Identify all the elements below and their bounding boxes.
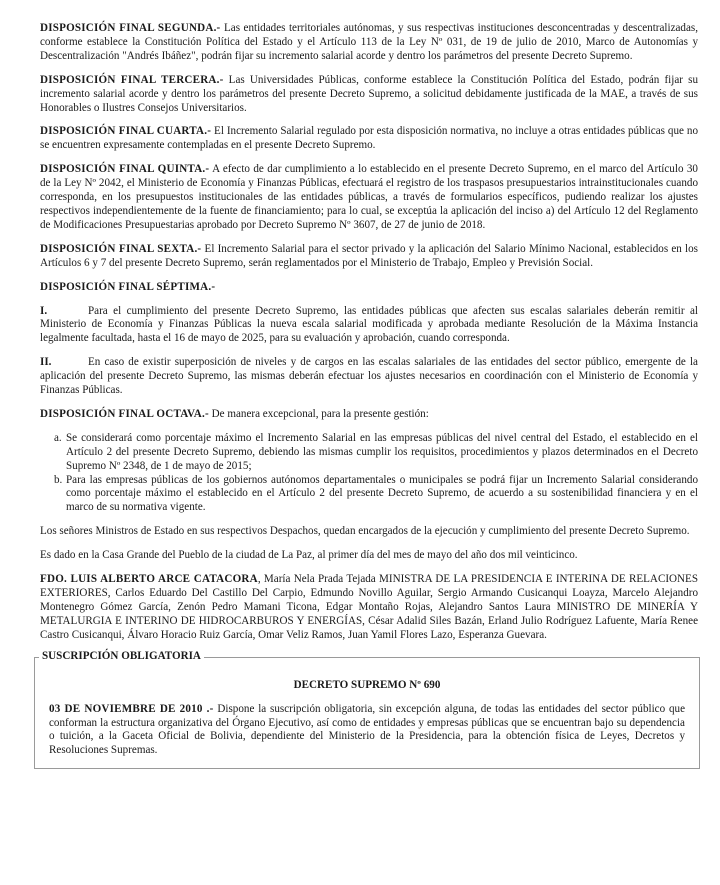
disposicion-text: De manera excepcional, para la presente gestión: [208, 407, 429, 420]
list-item [40, 474, 698, 516]
list-item-text: Se considerará como porcentaje máximo el Incremento Salarial en las empresas públicas del nivel central del Estado, el establecido en el Artículo 2 del presente Decreto Supremo, debiendo las mismas cumplir los requisitos, procedimientos y plazos determinados en el Decreto Supremo Nº 2348, de 1 de mayo de 2015; [66, 431, 698, 472]
list-marker: b. [54, 473, 63, 486]
item-number: II. [40, 356, 52, 369]
septima-item [40, 356, 698, 398]
disposicion-tercera [40, 74, 698, 116]
box-paragraph [49, 703, 685, 759]
disposicion-heading: DISPOSICIÓN FINAL TERCERA.- [40, 73, 224, 86]
disposicion-heading: DISPOSICIÓN FINAL SEXTA.- [40, 242, 202, 255]
disposicion-septima [40, 281, 698, 295]
disposicion-cuarta [40, 125, 698, 153]
disposicion-heading: DISPOSICIÓN FINAL OCTAVA.- [40, 407, 209, 420]
disposicion-text: A efecto de dar cumplimiento a lo establecido en el presente Decreto Supremo, en el marco del Artículo 30 de la Ley Nº 2042, el Ministerio de Economía y Finanzas Públicas, efectuará el registro de los traspasos presupuestarios intrainstitucionales cuando corresponda, en los presupuestos institucionales de las entidades públicas, a través de formularios específicos, pudiendo realizar los ajustes respectivos independientemente de la fuente de financiamiento; para lo cual, se exceptúa la aplicación del inciso a) del Artículo 12 del Reglamento de Modificaciones Presupuestarias aprobado por Decreto Supremo Nº 3607, de 27 de junio de 2018. [40, 163, 698, 231]
subscription-box [34, 649, 700, 770]
list-marker: a. [54, 431, 62, 444]
disposicion-segunda [40, 22, 698, 64]
box-title: DECRETO SUPREMO Nº 690 [293, 678, 441, 691]
item-number: I. [40, 304, 48, 317]
box-date: 03 DE NOVIEMBRE DE 2010 .- [49, 702, 214, 715]
disposicion-heading: DISPOSICIÓN FINAL QUINTA.- [40, 163, 210, 176]
octava-list [40, 432, 698, 515]
given-paragraph: Es dado en la Casa Grande del Pueblo de la ciudad de La Paz, al primer día del mes de mayo del año dos mil veinticinco. [40, 549, 578, 562]
signatory-heading: FDO. LUIS ALBERTO ARCE CATACORA [40, 573, 258, 586]
box-label: SUSCRIPCIÓN OBLIGATORIA [39, 649, 204, 663]
disposicion-quinta [40, 163, 698, 233]
disposicion-octava [40, 408, 698, 422]
signatories-text: , María Nela Prada Tejada MINISTRA DE LA PRESIDENCIA E INTERINA DE RELACIONES EXTERIORES, Carlos Eduardo Del Castillo Del Carpio, Edmundo Novillo Aguilar, Sergio Armando Cusicanqui Loayza, Marcelo Alejandro Montenegro Gómez García, Zenón Pedro Mamani Ticona, Edgar Montaño Rojas, Alejandro Santos Laura MINISTRO DE MINERÍA Y METALURGIA E INTERINO DE HIDROCARBUROS Y ENERGÍAS, César Adalid Siles Bazán, Erland Julio Rodríguez Lafuente, María Renee Castro Cusicanqui, Álvaro Horacio Ruiz García, Omar Veliz Ramos, Juan Yamil Flores Lazo, Esperanza Guevara. [40, 573, 699, 641]
disposicion-text: El Incremento Salarial regulado por esta disposición normativa, no incluye a otras entidades públicas que no se encuentren expresamente contempladas en el presente Decreto Supremo. [40, 125, 698, 152]
disposicion-heading: DISPOSICIÓN FINAL SÉPTIMA.- [40, 280, 216, 293]
item-text: Para el cumplimiento del presente Decreto Supremo, las entidades públicas que afecten sus escalas salariales deberán remitir al Ministerio de Economía y Finanzas Públicas la nueva escala salarial modificada y aprobada mediante Resolución de la Máxima Instancia legalmente facultada, hasta el 16 de mayo de 2025, para su evaluación y aprobación, cuando corresponda. [40, 304, 698, 345]
list-item [40, 432, 698, 474]
septima-item [40, 305, 698, 347]
disposicion-sexta [40, 243, 698, 271]
disposicion-text: Las entidades territoriales autónomas, y sus respectivas instituciones desconcentradas y descentralizadas, conforme establece la Constitución Política del Estado y el Artículo 113 de la Ley Nº 031, de 19 de julio de 2010, Marco de Autonomías y Descentralización "Andrés Ibáñez", podrán fijar su incremento salarial acorde y dentro los parámetros del presente Decreto Supremo. [40, 22, 698, 62]
disposicion-text: Las Universidades Públicas, conforme establece la Constitución Política del Estado, podrán fijar su incremento salarial acorde y dentro los parámetros del presente Decreto Supremo, a solicitud debidamente justificada de la MAE, a través de sus Honorables o Ilustres Consejos Universitarios. [40, 73, 698, 114]
box-text: Dispone la suscripción obligatoria, sin excepción alguna, de todas las entidades del sector público que conforman la estructura organizativa del Órgano Ejecutivo, así como de entidades y empresas públicas que se encuentran bajo su dependencia o tuición, a la Gaceta Oficial de Bolivia, dependiente del Ministerio de la Presidencia, para la obtención física de Leyes, Decretos y Resoluciones Supremas. [49, 702, 685, 757]
signatures-paragraph [40, 573, 698, 643]
disposicion-text: El Incremento Salarial para el sector privado y la aplicación del Salario Mínimo Nacional, establecidos en los Artículos 6 y 7 del presente Decreto Supremo, serán reglamentados por el Ministerio de Trabajo, Empleo y Previsión Social. [40, 242, 698, 269]
list-item-text: Para las empresas públicas de los gobiernos autónomos departamentales o municipales se podrá fijar un Incremento Salarial considerando como porcentaje máximo el establecido en el Artículo 2 del presente Decreto Supremo, de acuerdo a su sostenibilidad financiera y en el marco de su normativa vigente. [66, 473, 698, 514]
ministers-paragraph: Los señores Ministros de Estado en sus respectivos Despachos, quedan encargados de la ejecución y cumplimiento del presente Decreto Supremo. [40, 525, 690, 538]
disposicion-heading: DISPOSICIÓN FINAL SEGUNDA.- [40, 22, 221, 34]
disposicion-heading: DISPOSICIÓN FINAL CUARTA.- [40, 125, 212, 138]
item-text: En caso de existir superposición de niveles y de cargos en las escalas salariales de las entidades del sector público, emergente de la aplicación del presente Decreto Supremo, las mismas deberán efectuar los ajustes necesarios en coordinación con el Ministerio de Economía y Finanzas Públicas. [40, 356, 698, 397]
